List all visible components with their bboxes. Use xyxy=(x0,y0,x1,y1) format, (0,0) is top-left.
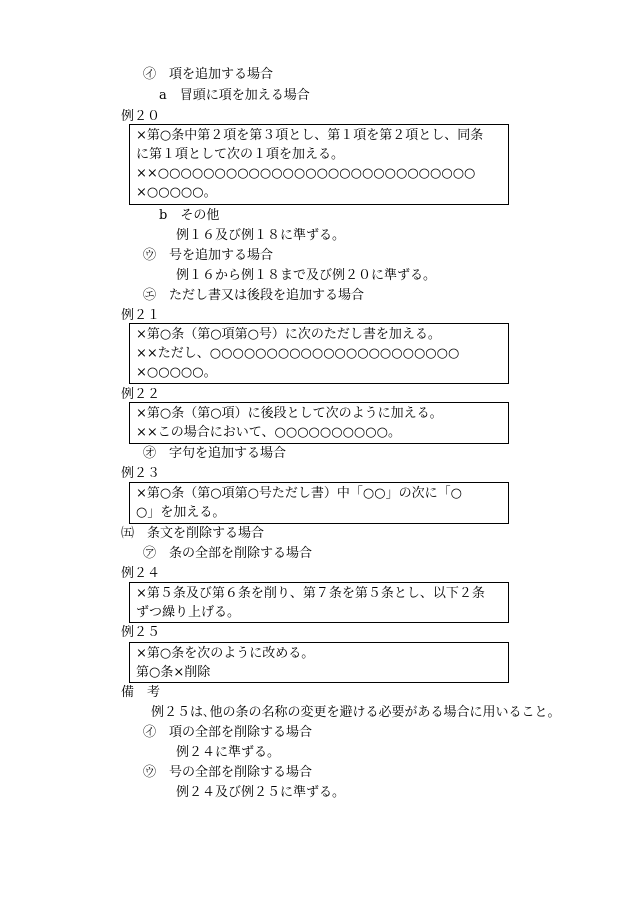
box-line: ××○○○○○○○○○○○○○○○○○○○○○○○○○○○○ xyxy=(136,166,476,181)
subsection-heading: ㋐ 条の全部を削除する場合 xyxy=(143,546,313,561)
box-line: 第○条×削除 xyxy=(136,665,211,680)
box-line: ×○○○○○。 xyxy=(136,365,217,380)
body-text: 例２４及び例２５に準ずる。 xyxy=(176,785,346,800)
box-line: ×第○条を次のように改める。 xyxy=(136,646,315,661)
box-line: ××この場合において、○○○○○○○○○○。 xyxy=(136,425,401,440)
body-text: 例１６及び例１８に準ずる。 xyxy=(176,228,346,243)
subsection-heading: ㋑ 項を追加する場合 xyxy=(143,67,274,82)
example-box-24 xyxy=(129,582,509,623)
section-heading: ㈤ 条文を削除する場合 xyxy=(121,526,265,541)
example-box-25 xyxy=(129,642,509,683)
sub-item-heading: a 冒頭に項を加える場合 xyxy=(159,88,310,103)
example-label: 例２５ xyxy=(121,625,161,640)
box-line: ×○○○○○。 xyxy=(136,185,217,200)
remarks-heading: 備 考 xyxy=(121,685,161,700)
example-box-22 xyxy=(129,402,509,444)
subsection-heading: ㋔ 字句を追加する場合 xyxy=(143,446,287,461)
box-line: ×第○条（第○項）に後段として次のように加える。 xyxy=(136,406,443,421)
box-line: ×第５条及び第６条を削り、第７条を第５条とし、以下２条 xyxy=(136,586,485,601)
example-label: 例２４ xyxy=(121,566,161,581)
example-box-20 xyxy=(129,124,509,205)
subsection-heading: ㋒ 号を追加する場合 xyxy=(143,248,274,263)
example-box-21 xyxy=(129,323,509,384)
subsection-heading: ㋑ 項の全部を削除する場合 xyxy=(143,725,313,740)
box-line: に第１項として次の１項を加える。 xyxy=(136,147,345,162)
example-label: 例２３ xyxy=(121,466,161,481)
example-label: 例２１ xyxy=(121,308,161,323)
box-line: ずつ繰り上げる。 xyxy=(136,605,241,620)
body-text: 例１６から例１８まで及び例２０に準ずる。 xyxy=(176,268,437,283)
example-box-23 xyxy=(129,482,509,524)
box-line: ×第○条（第○項第○号）に次のただし書を加える。 xyxy=(136,327,441,342)
body-text: 例２４に準ずる。 xyxy=(176,745,281,760)
box-line: ×第○条（第○項第○号ただし書）中「○○」の次に「○ xyxy=(136,486,462,501)
example-label: 例２２ xyxy=(121,387,161,402)
subsection-heading: ㋓ ただし書又は後段を追加する場合 xyxy=(143,288,365,303)
box-line: ×第○条中第２項を第３項とし、第１項を第２項とし、同条 xyxy=(136,128,484,143)
example-label: 例２０ xyxy=(121,109,161,124)
subsection-heading: ㋒ 号の全部を削除する場合 xyxy=(143,765,313,780)
box-line: ○」を加える。 xyxy=(136,505,226,520)
box-line: ××ただし、○○○○○○○○○○○○○○○○○○○○○○ xyxy=(136,346,460,361)
sub-item-heading: b その他 xyxy=(159,208,220,223)
remarks-text: 例２５は､他の条の名称の変更を避ける必要がある場合に用いること。 xyxy=(151,705,561,720)
